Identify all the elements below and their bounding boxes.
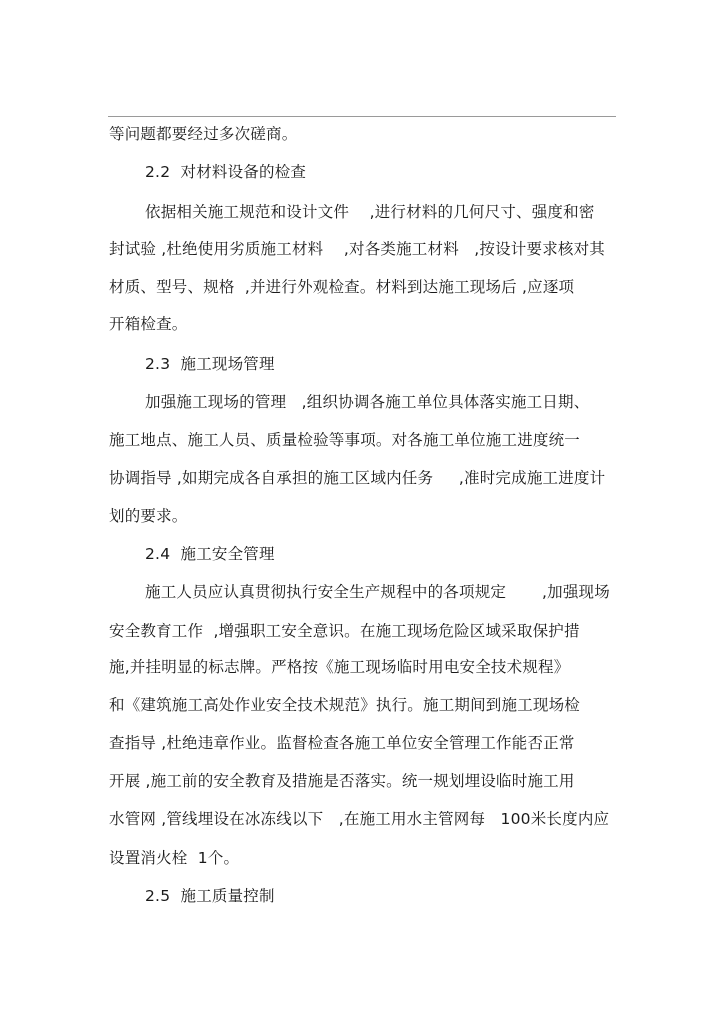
paragraph-line: 封试验 ,杜绝使用劣质施工材料 ,对各类施工材料 ,按设计要求核对其: [109, 240, 605, 258]
paragraph-line: 施工地点、施工人员、质量检验等事项。对各施工单位施工进度统一: [109, 431, 581, 449]
paragraph-line: 开展 ,施工前的安全教育及措施是否落实。统一规划埋设临时施工用: [109, 772, 575, 790]
section-heading-2-3: 2.3 施工现场管理: [145, 355, 275, 373]
paragraph-line: 施工人员应认真贯彻执行安全生产规程中的各项规定 ,加强现场: [145, 583, 610, 601]
paragraph-line: 协调指导 ,如期完成各自承担的施工区域内任务 ,准时完成施工进度计: [109, 469, 606, 487]
paragraph-line: 安全教育工作 ,增强职工安全意识。在施工现场危险区域采取保护措: [109, 622, 580, 640]
paragraph-line: 水管网 ,管线埋设在冰冻线以下 ,在施工用水主管网每 100米长度内应: [109, 810, 610, 828]
paragraph-line: 开箱检查。: [109, 315, 188, 333]
paragraph-line: 加强施工现场的管理 ,组织协调各施工单位具体落实施工日期、: [145, 393, 590, 411]
section-heading-2-4: 2.4 施工安全管理: [145, 545, 275, 563]
paragraph-line: 施,并挂明显的标志牌。严格按《施工现场临时用电安全技术规程》: [109, 658, 570, 676]
section-heading-2-2: 2.2 对材料设备的检查: [145, 163, 307, 181]
paragraph-line: 设置消火栓 1个。: [109, 849, 240, 867]
header-rule: [108, 116, 616, 117]
paragraph-line: 材质、型号、规格 ,并进行外观检查。材料到达施工现场后 ,应逐项: [109, 278, 575, 296]
paragraph-line: 查指导 ,杜绝违章作业。监督检查各施工单位安全管理工作能否正常: [109, 734, 575, 752]
paragraph-line: 等问题都要经过多次磋商。: [109, 125, 298, 143]
paragraph-line: 和《建筑施工高处作业安全技术规范》执行。施工期间到施工现场检: [109, 696, 581, 714]
section-heading-2-5: 2.5 施工质量控制: [145, 887, 275, 905]
paragraph-line: 依据相关施工规范和设计文件 ,进行材料的几何尺寸、强度和密: [145, 203, 595, 221]
paragraph-line: 划的要求。: [109, 507, 188, 525]
